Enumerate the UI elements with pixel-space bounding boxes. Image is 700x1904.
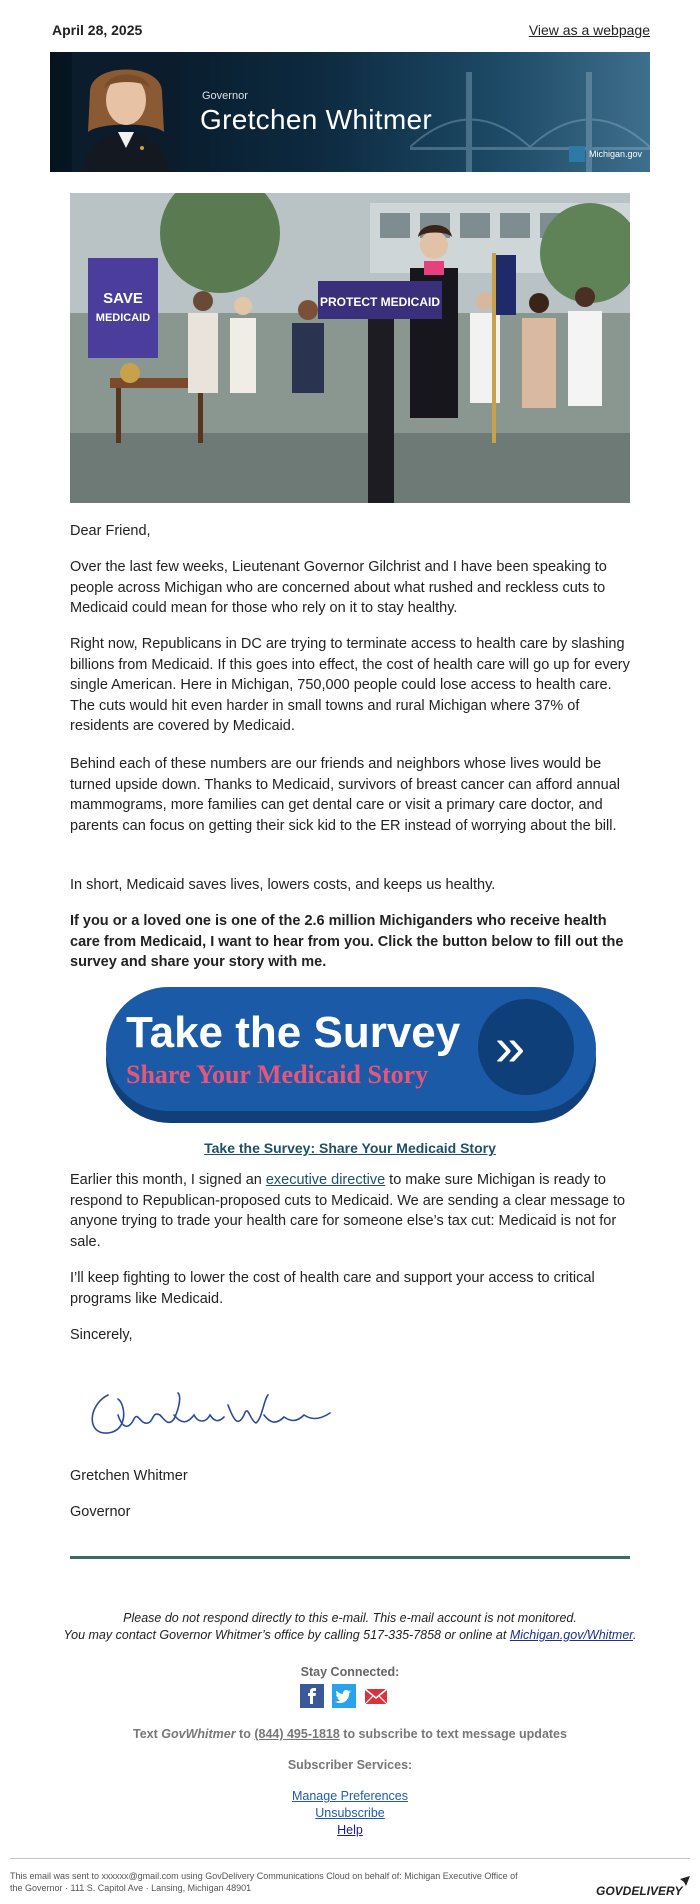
michigan-gov-logo xyxy=(569,144,642,164)
letter-paragraph-2: Right now, Republicans in DC are trying to terminate access to health care by slashing billions from Medicaid. If this goes into effect, the cost of health care will go up for every single American. Here in Michigan, 750,000 people could lose access to health care. The cuts would hit even harder in small towns and rural Michigan where 37% of residents are covered by Medicaid. xyxy=(70,636,630,735)
survey-text-link[interactable]: Take the Survey: Share Your Medicaid Story xyxy=(204,1140,496,1156)
letter-paragraph-3: Behind each of these numbers are our friends and neighbors whose lives would be turned upside down. Thanks to Medicaid, survivors of breast cancer can afford annual mammograms, more families can get dental care or visit a primary care doctor, and parents can focus on getting their sick kid to the ER instead of worrying about the bill. xyxy=(70,756,620,834)
email-icon[interactable] xyxy=(364,1684,388,1708)
govdelivery-logo-text: GOVDELIVERY xyxy=(596,1884,683,1898)
hero-photo-protect-medicaid xyxy=(70,193,630,503)
letter-paragraph-4: In short, Medicaid saves lives, lowers costs, and keeps us healthy. xyxy=(70,877,496,893)
paragraph-6-before: Earlier this month, I signed an xyxy=(70,1172,266,1188)
footer-note-line-2-end: . xyxy=(633,1628,637,1642)
paragraph-6-after: to make sure Michigan is ready to respond to Republican-proposed cuts to Medicaid. We are sending a clear message to anyone trying to trade your health care for someone else’s tax cut: Medicaid is not for sale. xyxy=(70,1172,626,1250)
social-links xyxy=(300,1684,410,1710)
content-divider xyxy=(70,1556,630,1559)
survey-button-title: Take the Survey xyxy=(126,1008,461,1057)
subscriber-links xyxy=(0,1788,700,1839)
subscriber-services-label: Subscriber Services: xyxy=(287,1758,413,1772)
letter-paragraph-6 xyxy=(70,1170,630,1252)
text-to: to xyxy=(235,1727,255,1741)
unsubscribe-link[interactable]: Unsubscribe xyxy=(315,1806,385,1820)
survey-button-subtitle: Share Your Medicaid Story xyxy=(126,1060,429,1089)
signer-title: Governor xyxy=(70,1504,131,1520)
michigan-logo-text: Michigan.gov xyxy=(588,149,642,159)
banner-governor-name: Gretchen Whitmer xyxy=(200,104,432,135)
michigan-gov-whitmer-link[interactable]: Michigan.gov/Whitmer xyxy=(509,1628,633,1642)
handwritten-signature xyxy=(78,1375,348,1455)
governor-banner xyxy=(50,52,650,172)
footer-note-line-2-text: You may contact Governor Whitmer’s office by calling 517-335-7858 or online at xyxy=(63,1628,510,1642)
facebook-icon[interactable] xyxy=(300,1684,324,1708)
letter-paragraph-7: I’ll keep fighting to lower the cost of health care and support your access to critical programs like Medicaid. xyxy=(70,1270,595,1307)
twitter-icon[interactable] xyxy=(332,1684,356,1708)
michigan-logo-icon xyxy=(569,146,585,162)
footer-note xyxy=(0,1610,700,1644)
letter-closing: Sincerely, xyxy=(70,1327,133,1343)
footer-note-line-2 xyxy=(0,1627,700,1644)
text-keyword: GovWhitmer xyxy=(161,1727,236,1741)
chevrons-right-icon: » xyxy=(494,1017,526,1077)
letter-greeting: Dear Friend, xyxy=(70,523,151,539)
text-subscribe-line xyxy=(0,1727,700,1741)
signer-name: Gretchen Whitmer xyxy=(70,1468,188,1484)
text-prefix: Text xyxy=(133,1727,162,1741)
letter-call-to-action: If you or a loved one is one of the 2.6 million Michiganders who receive health care from Medicaid, I want to hear from you. Click the button below to fill out the survey and share your story with me. xyxy=(70,913,624,971)
letter-paragraph-1: Over the last few weeks, Lieutenant Governor Gilchrist and I have been speaking to people across Michigan who are concerned about what rushed and reckless cuts to Medicaid could mean for those who rely on it to stay healthy. xyxy=(70,559,607,617)
footer-rule xyxy=(10,1858,690,1859)
fineprint-line-1: This email was sent to xxxxxx@gmail.com using GovDelivery Communications Cloud on behalf of: Michigan Executive Office of xyxy=(10,1871,518,1881)
help-link[interactable]: Help xyxy=(337,1823,363,1837)
sign-save-text: SAVE xyxy=(103,290,143,307)
sms-phone-link[interactable]: (844) 495-1818 xyxy=(254,1727,340,1741)
stay-connected-label: Stay Connected: xyxy=(300,1665,400,1679)
governor-portrait xyxy=(72,52,180,172)
email-date: April 28, 2025 xyxy=(52,22,143,38)
manage-preferences-link[interactable]: Manage Preferences xyxy=(291,1789,409,1803)
footer-fineprint xyxy=(10,1870,570,1894)
fineprint-line-2: the Governor · 111 S. Capitol Ave · Lansing, Michigan 48901 xyxy=(10,1883,252,1893)
text-suffix: to subscribe to text message updates xyxy=(339,1727,567,1741)
podium-sign-text: PROTECT MEDICAID xyxy=(320,295,440,309)
executive-directive-link[interactable]: executive directive xyxy=(265,1172,386,1188)
banner-title-label: Governor xyxy=(202,90,248,102)
sign-medicaid-text: MEDICAID xyxy=(95,312,151,324)
footer-note-line-1: Please do not respond directly to this e-mail. This e-mail account is not monitored. xyxy=(123,1611,577,1625)
govdelivery-logo[interactable] xyxy=(596,1875,692,1901)
take-survey-button[interactable] xyxy=(106,987,596,1123)
view-as-webpage-link[interactable]: View as a webpage xyxy=(528,22,650,38)
email-header xyxy=(52,22,650,42)
